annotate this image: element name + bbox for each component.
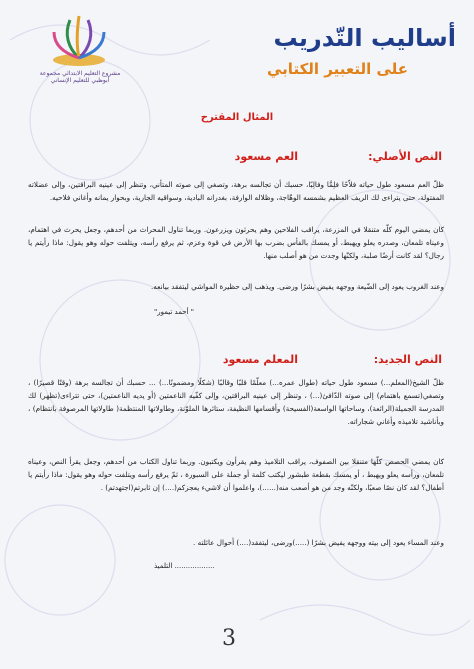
original-text-label: النص الأصلي: [368, 150, 442, 163]
original-paragraph-2: كان يمضي اليوم كلّه متنقلا في المزرعة، يراقب الفلاحين وهم يحرثون ويزرعون. وربما تناول المحراث من أحدهم، وجعل يحرث في اهتمام، وعيناه تلمعان، وصدره يعلو ويهبط، أو يمسك بالفأس بضرب بها الأرض في قوة وعزم، ثم يرفع رأسه، ويتلفت حوله وهو يقول: ماذا رأيتم يا رجال؟ لقد كانت أرضًا صلبة، ولكنّها وجدت من هو أصلب منها. [28, 225, 444, 261]
new-signature: .................. التلميذ [154, 562, 215, 570]
main-heading: المثال المقترح [200, 112, 274, 123]
section-heading-original [24, 150, 450, 164]
content-area [24, 100, 450, 620]
page-number: 3 [222, 626, 236, 651]
new-paragraph-2: كان يمضي الحصص كلّها متنقلا بين الصفوف، يراقب التلاميذ وهم يقرأون ويكتبون. وربما تناول الكتاب من أحدهم، وجعل يقرأ النص، وعيناه تلمعان، ورأسه يعلو ويهبط ، أو يمسك بقطعة طبشور ليكتب كلمة أو جملة على السبورة ، ثمّ يرفع رأسه ويتلفت حوله وهو يقول: ماذا رأيتم يا أطفال؟ لقد كان نصًا صعبًا، ولكنّه وجد من هو أصعب منه(......)، واعلموا أن لاشيء يعجزكم(....) إن ثابرتم(اجتهدتم) . [28, 457, 444, 493]
original-paragraph-1: ظلّ العم مسعود طول حياته فلاّحًا فلِمَّا وفالِبًا، حسبك أن تجالسه برهة، وتصغي إلى صوته المتأني، وتنظر إلى عينيه البراقتين، وإلى عضلاته المفتولة، حتى يتراءى لك الريف العظيم بشمسه الوهّاجة، وظلاله الوارفة، بغدرانه البادية، وسواقيه الجارية، وبحوار يمانه وأغاني فلاحيه. [28, 180, 444, 203]
new-paragraph-3: وعند المساء يعود إلى بيته ووجهه يفيض بشرًا (.....)ورضى، ليتفقد(....) أحوال عائلته . [193, 538, 444, 547]
new-text-name: المعلم مسعود [222, 353, 298, 366]
original-text-name: العم مسعود [234, 150, 298, 163]
original-signature: " أحمد تيمور" [154, 308, 194, 316]
logo-text: مشروع التعليم الابتدائي مجموعة أبوظبي للتعليم الإنساني [39, 70, 121, 84]
new-paragraph-1: ظلّ الشيخ(المعلم...) مسعود طول حياته (طوال عمره...) معلّمًا قلبًا وقالبًا (شكلًا ومضمونًا...) ... حسبك أن تجالسه برهة (وقتًا قصيرًا) ، وتصغي(تسمع باهتمام) إلى صوته الدّافئ(...) ، وتنظر إلى عينيه البراقتين، وإلى كفّيه الناعمتين (أو يديه الناعمتين)، حتى تتراءى(تظهر) لك المدرسة الجميلة(الرائعة)، وساحاتها الواسعة(الفسيحة) وأقسامها النظيفة، ستائرها الملوّنة، وطاولاتها المنتظمة( طاولاتها المرصوفة بانتظام) ، وبأناشيد تلاميذه وأغاني شجاراته. [28, 378, 444, 427]
original-paragraph-3: وعند الغروب يعود إلى الضّيعة ووجهه يفيض بشرًا ورضى. ويذهب إلى حظيرة المواشي ليتفقد بيانعه. [151, 282, 444, 291]
page-subtitle: على التعبير الكتابي [267, 60, 408, 78]
new-text-label: النص الجديد: [373, 353, 442, 366]
page-header [0, 0, 474, 100]
page-title: أساليب التّدريب [273, 24, 456, 52]
section-heading-new [24, 353, 450, 367]
